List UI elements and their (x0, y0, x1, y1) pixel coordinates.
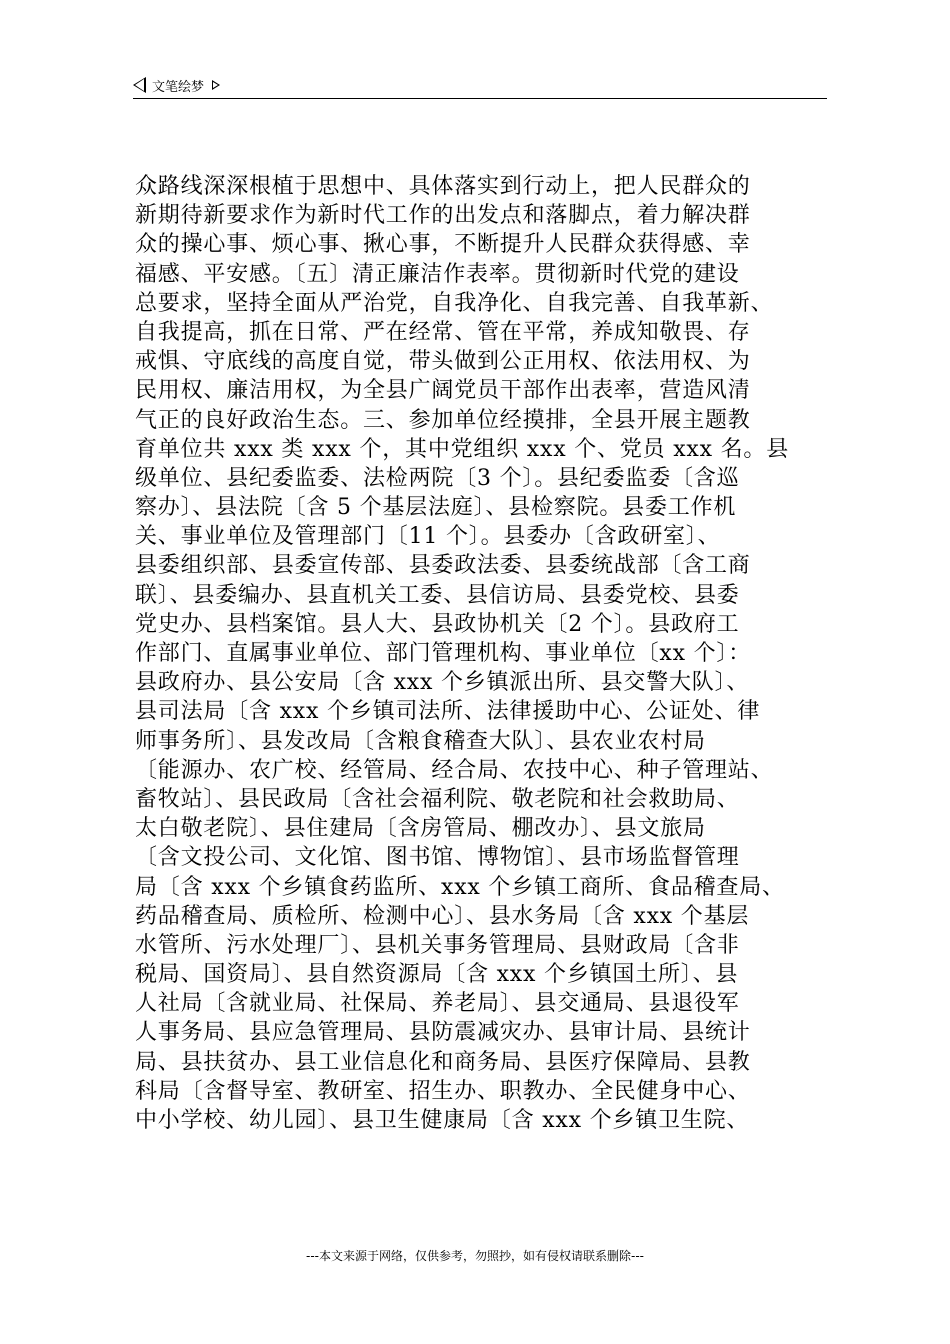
text-line: 太白敬老院〕、县住建局〔含房管局、棚改办〕、县文旅局 (135, 816, 706, 842)
text-line: 福感、平安感。〔五〕清正廉洁作表率。贯彻新时代党的建设 (135, 261, 740, 287)
header-title: 文笔绘梦 (152, 79, 205, 95)
text-line: 水管所、污水处理厂〕、县机关事务管理局、县财政局〔含非 (135, 932, 740, 958)
text-line: 育单位共 xxx 类 xxx 个，其中党组织 xxx 个、党员 xxx 名。县 (135, 436, 790, 462)
text-line: 关、事业单位及管理部门〔11 个〕。县委办〔含政研室〕、 (135, 524, 721, 550)
text-line: 气正的良好政治生态。三、参加单位经摸排，全县开展主题教 (135, 407, 751, 433)
text-line: 药品稽查局、质检所、检测中心〕、县水务局〔含 xxx 个基层 (135, 903, 750, 929)
text-line: 县政府办、县公安局〔含 xxx 个乡镇派出所、县交警大队〕、 (135, 670, 750, 696)
text-line: 〔能源办、农广校、经管局、经合局、农技中心、种子管理站、 (135, 757, 774, 783)
text-line: 局〔含 xxx 个乡镇食药监所、xxx 个乡镇工商所、食品稽查局、 (135, 874, 785, 900)
header-divider (133, 98, 827, 99)
text-line: 局、县扶贫办、县工业信息化和商务局、县医疗保障局、县教 (135, 1049, 751, 1075)
footer-disclaimer: ---本文来源于网络，仅供参考，勿照抄，如有侵权请联系删除--- (306, 1249, 644, 1263)
triangle-left-icon (133, 77, 146, 93)
text-line: 民用权、廉洁用权，为全县广阔党员干部作出表率，营造风清 (135, 378, 751, 404)
text-line: 人社局〔含就业局、社保局、养老局〕、县交通局、县退役军 (135, 991, 740, 1017)
text-line: 畜牧站〕、县民政局〔含社会福利院、敬老院和社会救助局、 (135, 786, 740, 812)
text-line: 师事务所〕、县发改局〔含粮食稽查大队〕、县农业农村局 (135, 728, 706, 754)
text-line: 总要求，坚持全面从严治党，自我净化、自我完善、自我革新、 (135, 290, 774, 316)
text-line: 戒惧、守底线的高度自觉，带头做到公正用权、依法用权、为 (135, 349, 751, 375)
text-line: 作部门、直属事业单位、部门管理机构、事业单位〔xx 个〕： (135, 641, 752, 666)
text-line: 自我提高，抓在日常、严在经常、管在平常，养成知敬畏、存 (135, 319, 751, 345)
text-line: 县司法局〔含 xxx 个乡镇司法所、法律援助中心、公证处、律 (135, 699, 761, 725)
text-line: 科局〔含督导室、教研室、招生办、职教办、全民健身中心、 (135, 1078, 751, 1104)
text-line: 级单位、县纪委监委、法检两院〔3 个〕。县纪委监委〔含巡 (135, 465, 740, 491)
text-line: 联〕、县委编办、县直机关工委、县信访局、县委党校、县委 (135, 582, 740, 608)
text-line: 新期待新要求作为新时代工作的出发点和落脚点，着力解决群 (135, 203, 751, 229)
text-line: 人事务局、县应急管理局、县防震减灾办、县审计局、县统计 (135, 1020, 751, 1046)
text-line: 中小学校、幼儿园〕、县卫生健康局〔含 xxx 个乡镇卫生院、 (135, 1108, 750, 1133)
text-line: 众的操心事、烦心事、揪心事，不断提升人民群众获得感、幸 (135, 232, 751, 258)
text-line: 县委组织部、县委宣传部、县委政法委、县委统战部〔含工商 (135, 553, 751, 579)
text-line: 〔含文投公司、文化馆、图书馆、博物馆〕、县市场监督管理 (135, 845, 740, 871)
text-line: 党史办、县档案馆。县人大、县政协机关〔2 个〕。县政府工 (135, 611, 740, 637)
triangle-right-icon (212, 80, 220, 90)
text-line: 税局、国资局〕、县自然资源局〔含 xxx 个乡镇国土所〕、县 (135, 962, 739, 988)
text-line: 众路线深深根植于思想中、具体落实到行动上，把人民群众的 (135, 174, 751, 199)
header-brand (133, 72, 220, 98)
text-line: 察办〕、县法院〔含 5 个基层法庭〕、县检察院。县委工作机 (135, 495, 737, 521)
document-body (135, 172, 835, 1135)
